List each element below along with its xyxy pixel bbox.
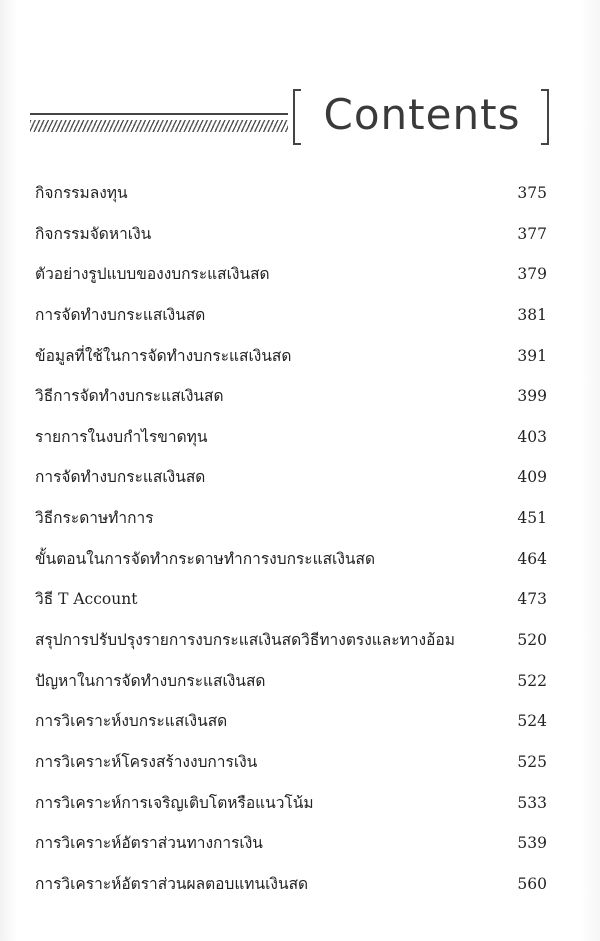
toc-entry (0, 582, 600, 623)
toc-entry-page-number: 533 (517, 793, 547, 812)
table-of-contents (0, 176, 600, 908)
toc-entry-page-number: 391 (517, 346, 547, 365)
toc-entry-page-number: 409 (517, 468, 547, 487)
toc-entry-page-number: 522 (517, 671, 547, 690)
toc-entry-page-number: 381 (517, 305, 547, 324)
toc-entry-page-number: 539 (517, 834, 547, 853)
toc-entry-page-number: 464 (517, 549, 547, 568)
toc-entry-title: วิธี T Account (35, 590, 138, 609)
toc-entry-title: วิธีกระดาษทำการ (35, 509, 154, 528)
toc-entry-page-number: 560 (517, 874, 547, 893)
right-bracket (541, 89, 549, 145)
toc-entry (0, 664, 600, 705)
toc-entry-title: การวิเคราะห์การเจริญเติบโตหรือแนวโน้ม (35, 793, 314, 812)
toc-entry-page-number: 403 (517, 427, 547, 446)
page-title: Contents (323, 90, 521, 139)
toc-entry (0, 460, 600, 501)
toc-entry-title: ขั้นตอนในการจัดทำกระดาษทำการงบกระแสเงินสด (35, 549, 376, 568)
toc-entry (0, 501, 600, 542)
contents-header (0, 80, 600, 160)
toc-entry-title: ปัญหาในการจัดทำงบกระแสเงินสด (35, 671, 266, 690)
toc-entry-title: กิจกรรมจัดหาเงิน (35, 224, 152, 243)
toc-entry-title: การจัดทำงบกระแสเงินสด (35, 468, 206, 487)
toc-entry (0, 623, 600, 664)
toc-entry-title: กิจกรรมลงทุน (35, 184, 128, 202)
toc-entry-page-number: 520 (517, 631, 547, 650)
toc-entry (0, 704, 600, 745)
toc-entry (0, 217, 600, 258)
toc-entry-title: รายการในงบกำไรขาดทุน (35, 427, 208, 446)
toc-entry-title: ข้อมูลที่ใช้ในการจัดทำงบกระแสเงินสด (35, 346, 292, 365)
header-hatch-rule (30, 120, 288, 132)
toc-entry (0, 176, 600, 217)
toc-entry-page-number: 524 (517, 712, 547, 731)
toc-entry (0, 379, 600, 420)
toc-entry-title: การวิเคราะห์อัตราส่วนผลตอบแทนเงินสด (35, 874, 309, 893)
toc-entry-title: สรุปการปรับปรุงรายการงบกระแสเงินสดวิธีทางตรงและทางอ้อม (35, 631, 455, 650)
toc-entry-title: การวิเคราะห์โครงสร้างงบการเงิน (35, 752, 258, 771)
toc-entry (0, 867, 600, 908)
toc-entry-title: วิธีการจัดทำงบกระแสเงินสด (35, 387, 224, 406)
toc-entry-title: การจัดทำงบกระแสเงินสด (35, 305, 206, 324)
toc-entry-page-number: 377 (517, 224, 547, 243)
toc-entry (0, 257, 600, 298)
toc-entry (0, 420, 600, 461)
toc-entry (0, 339, 600, 380)
left-bracket (293, 89, 301, 145)
toc-entry (0, 542, 600, 583)
toc-entry (0, 786, 600, 827)
toc-entry-page-number: 451 (517, 509, 547, 528)
toc-entry (0, 298, 600, 339)
toc-entry-page-number: 375 (517, 184, 547, 202)
toc-entry (0, 745, 600, 786)
toc-entry (0, 826, 600, 867)
header-rule (30, 113, 288, 115)
toc-entry-page-number: 473 (517, 590, 547, 609)
toc-entry-page-number: 379 (517, 265, 547, 284)
toc-entry-title: ตัวอย่างรูปแบบของงบกระแสเงินสด (35, 265, 270, 284)
toc-entry-title: การวิเคราะห์งบกระแสเงินสด (35, 712, 228, 731)
toc-entry-page-number: 525 (517, 752, 547, 771)
toc-entry-page-number: 399 (517, 387, 547, 406)
toc-entry-title: การวิเคราะห์อัตราส่วนทางการเงิน (35, 834, 263, 853)
